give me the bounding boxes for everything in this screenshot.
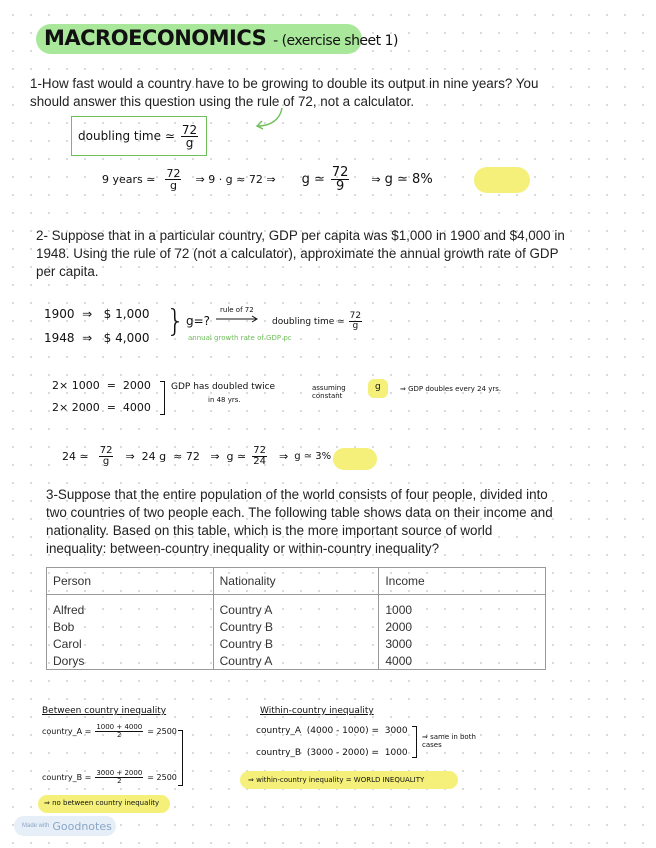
arrow-annotation-icon (252, 106, 288, 132)
calc-double-2: 2× 2000 = 4000 (52, 401, 151, 414)
equation-1: 9 years ≃ $\frac{72}{g}$ ⇒ 9 · g ≈ 72 ⇒ g ≃ $\frac{72}{9}$ ⇒ g ≃ 8% (102, 165, 433, 194)
table-header: Income (379, 568, 546, 595)
within-country-a: country_A (4000 - 1000) = 3000 (256, 726, 408, 736)
goodnotes-brand: Goodnotes (52, 819, 112, 833)
table-header-row (47, 568, 546, 595)
rule-of-72-note: rule of 72 (220, 306, 254, 314)
growth-rate-note: annual growth rate of GDP pc (188, 334, 292, 342)
table-cell: Carol (47, 635, 214, 652)
page-title (44, 26, 398, 50)
question-3-text: 3-Suppose that the entire population of the world consists of four people, divided into two countries of two people each. The following table shows data on their income and nationality. Based on this table, which is the more important source of world inequality: between-country inequality or within-country inequality? (46, 487, 553, 556)
table-cell: 4000 (379, 652, 546, 670)
in-48-years-note: in 48 yrs. (208, 396, 241, 404)
income-table (46, 567, 546, 670)
assuming-constant-note: assuming constant (312, 384, 346, 400)
growth-symbol: g (375, 382, 381, 392)
table-cell: Country A (213, 595, 379, 619)
arrow-right-icon (216, 315, 260, 323)
table-cell: 2000 (379, 618, 546, 635)
goodnotes-badge[interactable] (14, 816, 116, 836)
title-main: MACROECONOMICS (44, 26, 267, 50)
table-row (47, 652, 546, 670)
between-country-heading: Between country inequality (42, 706, 167, 716)
within-side-note: ⇒ same in both cases (422, 733, 476, 749)
calc-double-1: 2× 1000 = 2000 (52, 379, 151, 392)
made-with-label: Made with (22, 823, 50, 829)
gdp-year-1948: 1948 ⇒ $ 4,000 (44, 331, 150, 345)
answer-1: g ≃ 8% (384, 172, 433, 187)
answer-2-highlight (333, 448, 377, 470)
table-row (47, 595, 546, 619)
bracket-icon (178, 730, 183, 786)
table-row (47, 618, 546, 635)
table-cell: Alfred (47, 595, 214, 619)
formula-label: doubling time ≃ (78, 129, 175, 143)
table-cell: 3000 (379, 635, 546, 652)
table-header: Nationality (213, 568, 379, 595)
table-row (47, 635, 546, 652)
table-header: Person (47, 568, 214, 595)
doubled-twice-note: GDP has doubled twice (171, 382, 276, 392)
formula-box (71, 116, 207, 156)
gdp-year-1900: 1900 ⇒ $ 1,000 (44, 307, 150, 321)
table-cell: Country A (213, 652, 379, 670)
curly-brace-icon: } (166, 304, 186, 339)
within-conclusion: ⇒ within-country inequality = WORLD INEQUALITY (248, 776, 425, 784)
table-cell: Bob (47, 618, 214, 635)
formula-fraction: $\frac{72}{g}$ (181, 122, 198, 150)
within-country-heading: Within-country inequality (260, 706, 374, 716)
equation-2: 24 ≃ $\frac{72}{g}$ ⇒ 24 g ≈ 72 ⇒ g ≃ $\frac{72}{24}$ ⇒ g ≃ 3% (62, 445, 332, 467)
between-country-b: country_B = $\frac{3000 + 2000}{2}$ = 2500 (42, 769, 177, 785)
growth-unknown: g=? (186, 314, 211, 328)
table-cell: Dorys (47, 652, 214, 670)
table-cell: Country B (213, 635, 379, 652)
table-cell: 1000 (379, 595, 546, 619)
bracket-icon (160, 381, 165, 415)
within-country-b: country_B (3000 - 2000) = 1000 (256, 748, 408, 758)
doubling-time-label: doubling time ≃ $\frac{72}{g}$ (272, 311, 362, 331)
question-2-text: 2- Suppose that in a particular country, GDP per capita was $1,000 in 1900 and $4,000 in 1948. Using the rule of 72 (not a calculator), approximate the annual growth rate of GDP per capita. (36, 228, 565, 279)
table-cell: Country B (213, 618, 379, 635)
answer-1-highlight (474, 167, 530, 193)
title-sub: - (exercise sheet 1) (273, 33, 398, 49)
question-1-text: 1-How fast would a country have to be growing to double its output in nine years? You should answer this question using the rule of 72, not a calculator. (30, 76, 539, 109)
bracket-icon (412, 726, 417, 758)
answer-2: g ≃ 3% (294, 451, 332, 462)
between-conclusion: ⇒ no between country inequality (44, 799, 160, 807)
between-country-a: country_A = $\frac{1000 + 4000}{2}$ = 2500 (42, 723, 177, 739)
gdp-doubles-note: ⇒ GDP doubles every 24 yrs. (400, 385, 502, 393)
